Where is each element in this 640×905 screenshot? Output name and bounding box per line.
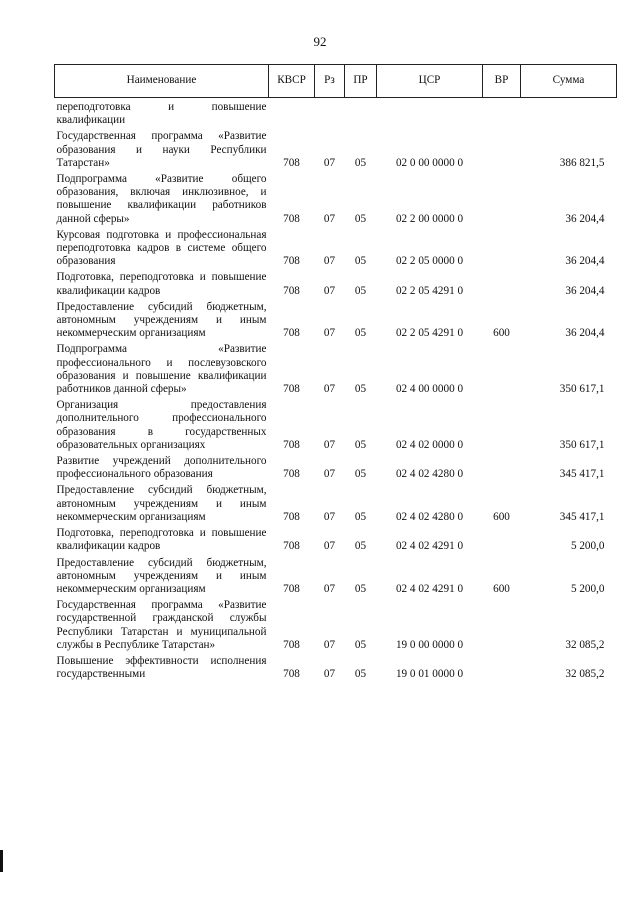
cell-vr: 600 [493, 510, 510, 523]
cell-vr [483, 268, 521, 297]
cell-kvsr: 708 [283, 468, 300, 481]
cell-csr: 02 2 00 0000 0 [395, 212, 464, 225]
cell-csr: 19 0 01 0000 0 [395, 668, 464, 681]
cell-sum: 36 204,4 [565, 212, 605, 225]
table-row [55, 596, 617, 652]
cell-pr: 05 [354, 438, 367, 451]
cell-sum: 32 085,2 [565, 638, 605, 651]
table-row [55, 554, 617, 597]
cell-name: Подпрограмма «Развитие профессионального и послевузовского образования и повышение квалификации работников данной сферы» [56, 343, 267, 396]
header-sum: Сумма [521, 65, 617, 98]
cell-sum: 36 204,4 [565, 255, 605, 268]
table-body [55, 98, 617, 682]
page-number: 92 [313, 34, 327, 49]
cell-csr: 02 2 05 0000 0 [395, 255, 464, 268]
cell-rz: 07 [323, 438, 336, 451]
cell-sum: 5 200,0 [570, 540, 605, 553]
cell-csr: 02 4 02 4280 0 [395, 510, 464, 523]
cell-csr: 02 4 02 0000 0 [395, 438, 464, 451]
cell-kvsr: 708 [283, 582, 300, 595]
cell-kvsr: 708 [283, 284, 300, 297]
cell-vr [483, 524, 521, 553]
cell-kvsr [269, 98, 315, 128]
cell-rz: 07 [323, 383, 336, 396]
cell-sum: 36 204,4 [565, 327, 605, 340]
table-row [55, 340, 617, 396]
header-rz: Рз [315, 65, 345, 98]
cell-pr: 05 [354, 327, 367, 340]
header-pr: ПР [345, 65, 377, 98]
cell-kvsr: 708 [283, 668, 300, 681]
cell-csr: 02 0 00 0000 0 [395, 156, 464, 169]
cell-kvsr: 708 [283, 212, 300, 225]
cell-name: Повышение эффективности исполнения государственными [56, 654, 267, 681]
cell-rz: 07 [323, 668, 336, 681]
table-row [55, 524, 617, 553]
cell-csr: 02 4 02 4291 0 [395, 582, 464, 595]
cell-name: Курсовая подготовка и профессиональная переподготовка кадров в системе общего образования [56, 228, 267, 268]
cell-sum: 5 200,0 [570, 582, 605, 595]
cell-pr: 05 [354, 284, 367, 297]
cell-rz: 07 [323, 255, 336, 268]
table-row [55, 481, 617, 524]
cell-rz: 07 [323, 212, 336, 225]
cell-sum: 32 085,2 [565, 668, 605, 681]
cell-sum: 350 617,1 [559, 438, 605, 451]
cell-name: Подпрограмма «Развитие общего образования, включая инклюзивное, и повышение квалификации работников данной сферы» [56, 173, 267, 225]
cell-pr [345, 98, 377, 128]
cell-csr: 02 4 00 0000 0 [395, 383, 464, 396]
cell-sum: 386 821,5 [559, 156, 605, 169]
table-row [55, 170, 617, 226]
table-row [55, 652, 617, 681]
table-row [55, 298, 617, 341]
budget-table [54, 64, 617, 681]
cell-csr: 02 2 05 4291 0 [395, 327, 464, 340]
cell-name: Предоставление субсидий бюджетным, автономным учреждениям и иным некоммерческим организациям [56, 556, 267, 595]
cell-sum: 345 417,1 [559, 468, 605, 481]
cell-pr: 05 [354, 255, 367, 268]
cell-csr: 02 2 05 4291 0 [395, 284, 464, 297]
cell-sum: 345 417,1 [559, 510, 605, 523]
header-vr: ВР [483, 65, 521, 98]
cell-vr [483, 98, 521, 128]
cell-vr [483, 170, 521, 226]
cell-sum [521, 98, 617, 128]
cell-vr [483, 226, 521, 269]
cell-kvsr: 708 [283, 540, 300, 553]
cell-pr: 05 [354, 468, 367, 481]
cell-vr [483, 652, 521, 681]
cell-rz: 07 [323, 638, 336, 651]
cell-rz: 07 [323, 284, 336, 297]
cell-name: Предоставление субсидий бюджетным, автономным учреждениям и иным некоммерческим организациям [56, 300, 267, 340]
cell-vr: 600 [493, 327, 510, 340]
header-row [55, 65, 617, 98]
cell-pr: 05 [354, 582, 367, 595]
cell-sum: 350 617,1 [559, 383, 605, 396]
table-row [55, 268, 617, 297]
cell-csr [377, 98, 483, 128]
cell-name: Государственная программа «Развитие образования и науки Республики Татарстан» [56, 130, 267, 169]
cell-kvsr: 708 [283, 156, 300, 169]
cell-name: переподготовка и повышение квалификации [56, 101, 267, 127]
cell-pr: 05 [354, 638, 367, 651]
cell-rz: 07 [323, 156, 336, 169]
scan-edge-mark [0, 850, 3, 872]
table-row [55, 396, 617, 452]
cell-csr: 02 4 02 4291 0 [395, 540, 464, 553]
cell-name: Государственная программа «Развитие государственной гражданской службы Республики Татарстан и муниципальной службы в Республике Татарстан» [56, 599, 267, 651]
cell-rz: 07 [323, 582, 336, 595]
cell-pr: 05 [354, 156, 367, 169]
table-row [55, 98, 617, 128]
cell-pr: 05 [354, 510, 367, 523]
cell-kvsr: 708 [283, 438, 300, 451]
cell-pr: 05 [354, 383, 367, 396]
table-row [55, 226, 617, 269]
cell-pr: 05 [354, 668, 367, 681]
cell-name: Организация предоставления дополнительного профессионального образования в государственных образовательных организациях [56, 399, 267, 451]
cell-vr [483, 340, 521, 396]
cell-rz: 07 [323, 327, 336, 340]
cell-name: Подготовка, переподготовка и повышение квалификации кадров [56, 527, 267, 553]
cell-vr [483, 396, 521, 452]
cell-csr: 02 4 02 4280 0 [395, 468, 464, 481]
cell-rz: 07 [323, 510, 336, 523]
header-kvsr: КВСР [269, 65, 315, 98]
cell-pr: 05 [354, 212, 367, 225]
cell-kvsr: 708 [283, 510, 300, 523]
table-row [55, 127, 617, 170]
cell-pr: 05 [354, 540, 367, 553]
table-row [55, 452, 617, 481]
cell-kvsr: 708 [283, 255, 300, 268]
cell-sum: 36 204,4 [565, 284, 605, 297]
cell-kvsr: 708 [283, 383, 300, 396]
cell-name: Предоставление субсидий бюджетным, автономным учреждениям и иным некоммерческим организациям [56, 484, 267, 523]
cell-csr: 19 0 00 0000 0 [395, 638, 464, 651]
cell-vr [483, 596, 521, 652]
cell-kvsr: 708 [283, 327, 300, 340]
cell-vr [483, 452, 521, 481]
cell-vr: 600 [493, 582, 510, 595]
cell-kvsr: 708 [283, 638, 300, 651]
table-header [55, 65, 617, 98]
cell-rz [315, 98, 345, 128]
cell-name: Подготовка, переподготовка и повышение квалификации кадров [56, 271, 267, 297]
cell-rz: 07 [323, 540, 336, 553]
cell-vr [483, 127, 521, 170]
cell-name: Развитие учреждений дополнительного профессионального образования [56, 455, 267, 481]
cell-rz: 07 [323, 468, 336, 481]
header-name: Наименование [55, 65, 269, 98]
header-csr: ЦСР [377, 65, 483, 98]
